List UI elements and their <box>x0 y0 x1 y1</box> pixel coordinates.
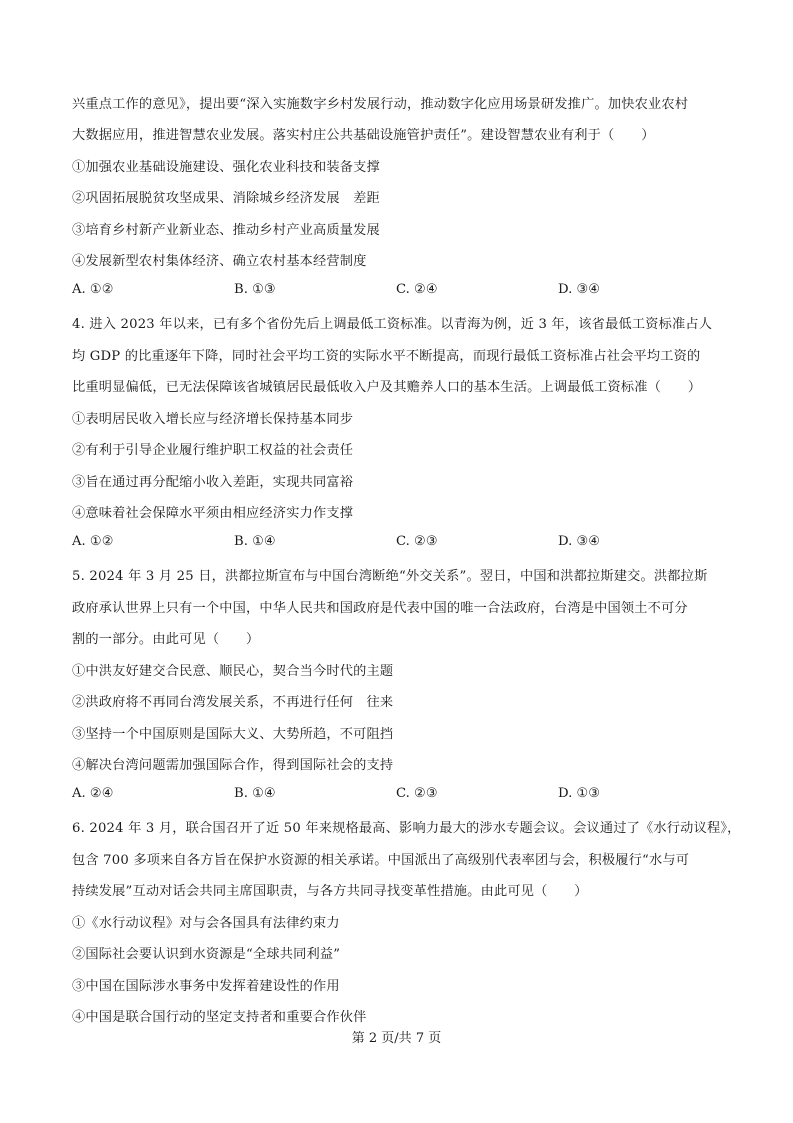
q5-line-1: 5. 2024 年 3 月 25 日，洪都拉斯宣布与中国台湾断绝“外交关系”。翌日，中国和洪都拉斯建交。洪都拉斯 <box>72 569 708 584</box>
option-b: B. ①④ <box>234 786 276 801</box>
option-a: A. ①② <box>72 534 114 549</box>
q4-statement-2: ②有利于引导企业履行维护职工权益的社会责任 <box>72 443 354 458</box>
q4-statement-3: ③旨在通过再分配缩小收入差距，实现共同富裕 <box>72 475 354 490</box>
q6-statement-1: ①《水行动议程》对与会各国具有法律约束力 <box>72 916 340 931</box>
option-c: C. ②③ <box>396 534 438 549</box>
intro-line-2: 大数据应用，推进智慧农业发展。落实村庄公共基础设施管护责任”。建设智慧农业有利于（ ） <box>72 128 655 143</box>
page-number-footer: 第 2 页/共 7 页 <box>351 1031 442 1046</box>
option-c: C. ②③ <box>396 786 438 801</box>
q6-line-1: 6. 2024 年 3 月，联合国召开了近 50 年来规格最高、影响力最大的涉水专题会议。会议通过了《水行动议程》， <box>72 821 741 836</box>
q6-statement-2: ②国际社会要认识到水资源是“全球共同利益” <box>72 947 341 962</box>
intro-statement-2: ②巩固拓展脱贫攻坚成果、消除城乡经济发展 差距 <box>72 191 380 206</box>
q5-line-2: 政府承认世界上只有一个中国，中华人民共和国政府是代表中国的唯一合法政府，台湾是中国领土不可分 <box>72 601 688 616</box>
option-a: A. ①② <box>72 282 114 297</box>
q4-line-2: 均 GDP 的比重逐年下降，同时社会平均工资的实际水平不断提高，而现行最低工资标准占社会平均工资的 <box>72 349 701 364</box>
q4-statement-1: ①表明居民收入增长应与经济增长保持基本同步 <box>72 412 354 427</box>
q5-statement-1: ①中洪友好建交合民意、顺民心，契合当今时代的主题 <box>72 664 394 679</box>
option-d: D. ③④ <box>558 282 601 297</box>
q5-statement-3: ③坚持一个中国原则是国际大义、大势所趋，不可阻挡 <box>72 727 394 742</box>
q5-statement-4: ④解决台湾问题需加强国际合作，得到国际社会的支持 <box>72 758 394 773</box>
q6-statement-3: ③中国在国际涉水事务中发挥着建设性的作用 <box>72 979 340 994</box>
intro-statement-3: ③培育乡村新产业新业态、推动乡村产业高质量发展 <box>72 223 380 238</box>
q4-statement-4: ④意味着社会保障水平须由相应经济实力作支撑 <box>72 506 354 521</box>
option-b: B. ①③ <box>234 282 276 297</box>
q6-statement-4: ④中国是联合国行动的坚定支持者和重要合作伙伴 <box>72 1010 367 1025</box>
q5-line-3: 割的一部分。由此可见（ ） <box>72 632 260 647</box>
q6-line-3: 持续发展”互动对话会共同主席国职责，与各方共同寻找变革性措施。由此可见（ ） <box>72 884 588 899</box>
intro-line-1: 兴重点工作的意见》，提出要“深入实施数字乡村发展行动，推动数字化应用场景研发推广。加快农业农村 <box>72 97 689 112</box>
option-d: D. ③④ <box>558 534 601 549</box>
q4-line-3: 比重明显偏低，已无法保障该省城镇居民最低收入户及其赡养人口的基本生活。上调最低工资标准（ ） <box>72 380 702 395</box>
intro-statement-4: ④发展新型农村集体经济、确立农村基本经营制度 <box>72 254 367 269</box>
q6-line-2: 包含 700 多项来自各方旨在保护水资源的相关承诺。中国派出了高级别代表率团与会，积极履行“水与可 <box>72 853 690 868</box>
intro-statement-1: ①加强农业基础设施建设、强化农业科技和装备支撑 <box>72 160 380 175</box>
q5-statement-2: ②洪政府将不再同台湾发展关系，不再进行任何 往来 <box>72 695 394 710</box>
option-d: D. ①③ <box>558 786 601 801</box>
q4-line-1: 4. 进入 2023 年以来，已有多个省份先后上调最低工资标准。以青海为例，近 3 年，该省最低工资标准占人 <box>72 317 713 332</box>
option-c: C. ②④ <box>396 282 438 297</box>
option-b: B. ①④ <box>234 534 276 549</box>
option-a: A. ②④ <box>72 786 114 801</box>
